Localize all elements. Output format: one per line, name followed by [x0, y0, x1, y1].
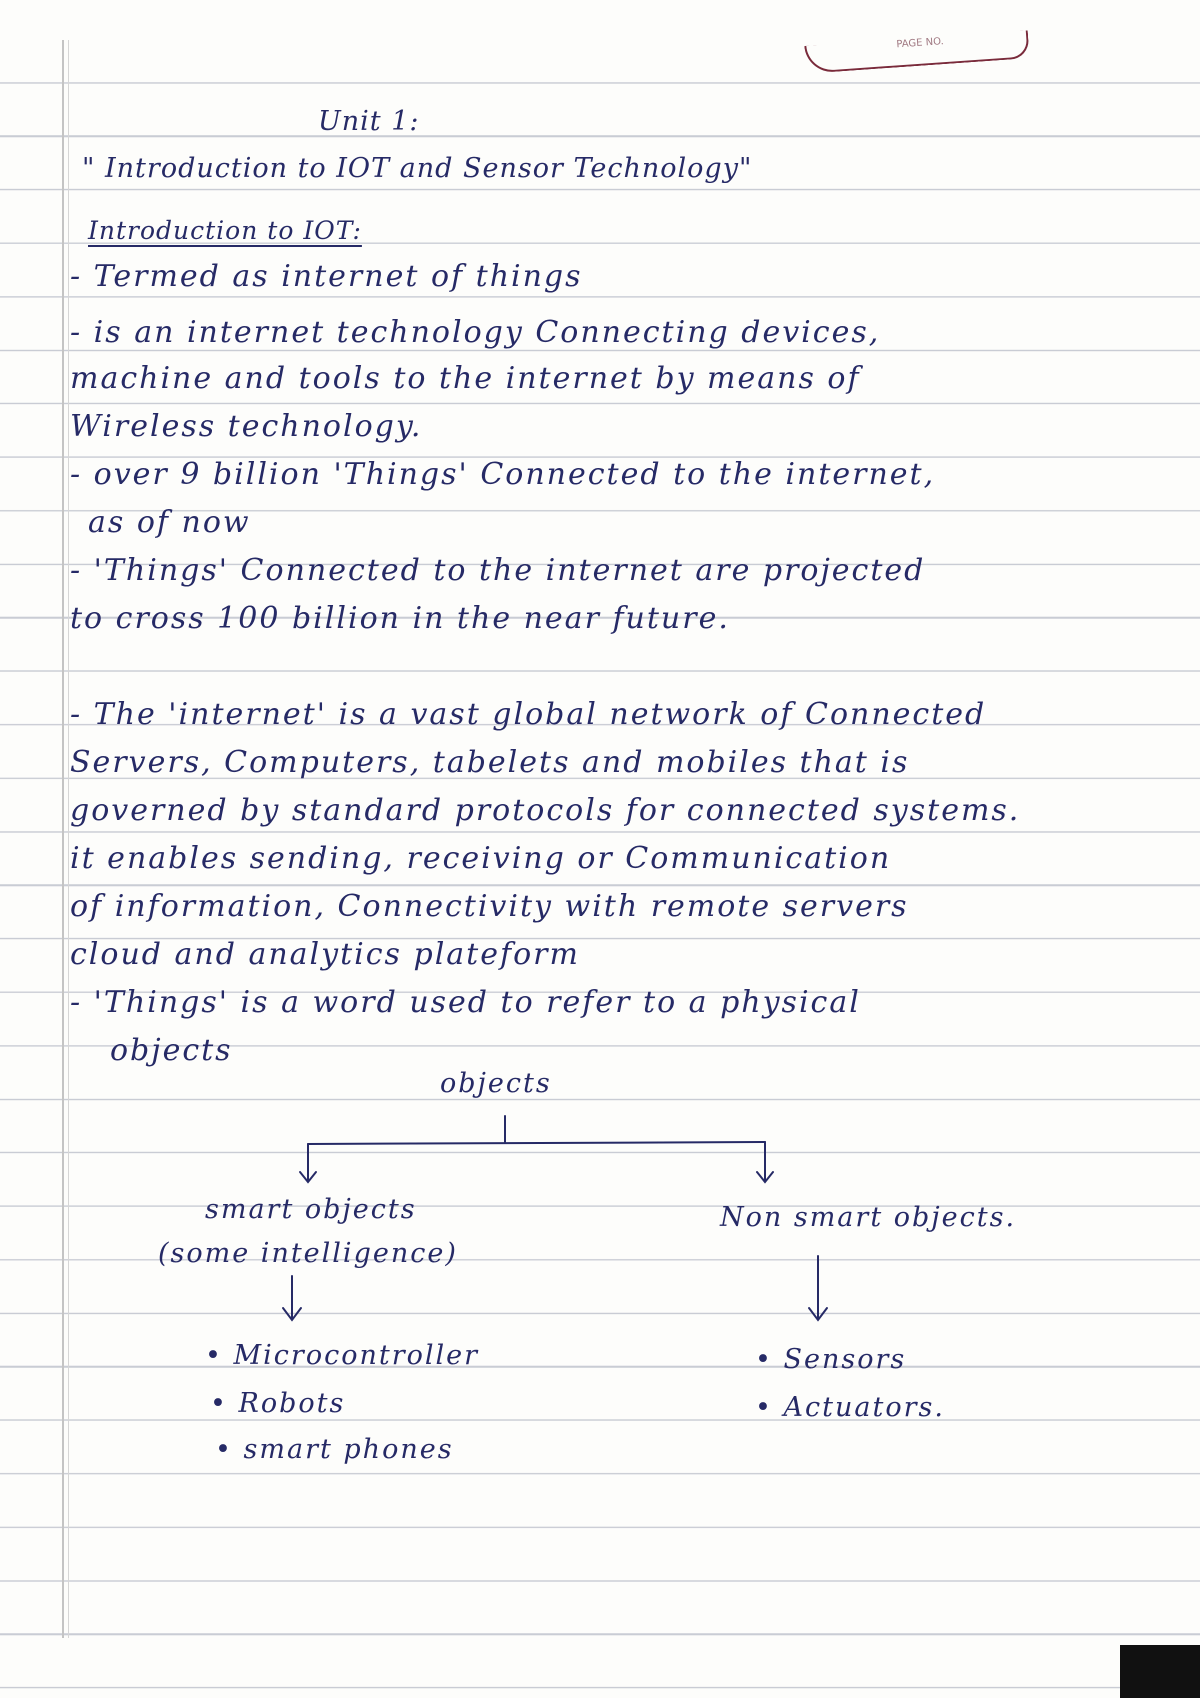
text-line-16: objects: [110, 1033, 233, 1068]
diagram-root-objects: objects: [440, 1068, 552, 1099]
non-smart-objects-label: Non smart objects.: [720, 1202, 1017, 1233]
text-line-8: to cross 100 billion in the near future.: [70, 601, 730, 636]
section-heading: Introduction to IOT:: [88, 216, 362, 245]
text-line-15: - 'Things' is a word used to refer to a physical: [70, 985, 861, 1020]
text-line-12: it enables sending, receiving or Communication: [70, 841, 892, 876]
smart-objects-label: smart objects: [205, 1194, 417, 1225]
non-smart-item-actuators: • Actuators.: [755, 1392, 945, 1423]
text-line-6: as of now: [88, 505, 251, 540]
text-line-5: - over 9 billion 'Things' Connected to the internet,: [70, 457, 936, 492]
chapter-title: " Introduction to IOT and Sensor Technology": [82, 153, 753, 184]
scan-edge-shadow: [1120, 1645, 1200, 1698]
page-number-label: PAGE NO.: [896, 36, 945, 51]
text-line-2: - is an internet technology Connecting devices,: [70, 315, 881, 350]
text-line-4: Wireless technology.: [70, 409, 423, 444]
text-line-9: - The 'internet' is a vast global network of Connected: [70, 697, 987, 732]
text-line-11: governed by standard protocols for connected systems.: [70, 793, 1021, 828]
smart-objects-note: (some intelligence): [158, 1238, 458, 1269]
smart-item-robots: • Robots: [210, 1388, 346, 1419]
text-line-10: Servers, Computers, tabelets and mobiles that is: [70, 745, 910, 780]
text-line-13: of information, Connectivity with remote servers: [70, 889, 909, 924]
text-line-7: - 'Things' Connected to the internet are projected: [70, 553, 926, 588]
smart-item-smart-phones: • smart phones: [215, 1434, 454, 1465]
text-line-1: - Termed as internet of things: [70, 259, 583, 294]
text-line-14: cloud and analytics plateform: [70, 937, 580, 972]
smart-item-microcontroller: • Microcontroller: [205, 1340, 480, 1371]
unit-heading: Unit 1:: [318, 106, 420, 137]
text-line-3: machine and tools to the internet by means of: [70, 361, 861, 396]
non-smart-item-sensors: • Sensors: [755, 1344, 907, 1375]
branch-bar: [308, 1142, 765, 1144]
